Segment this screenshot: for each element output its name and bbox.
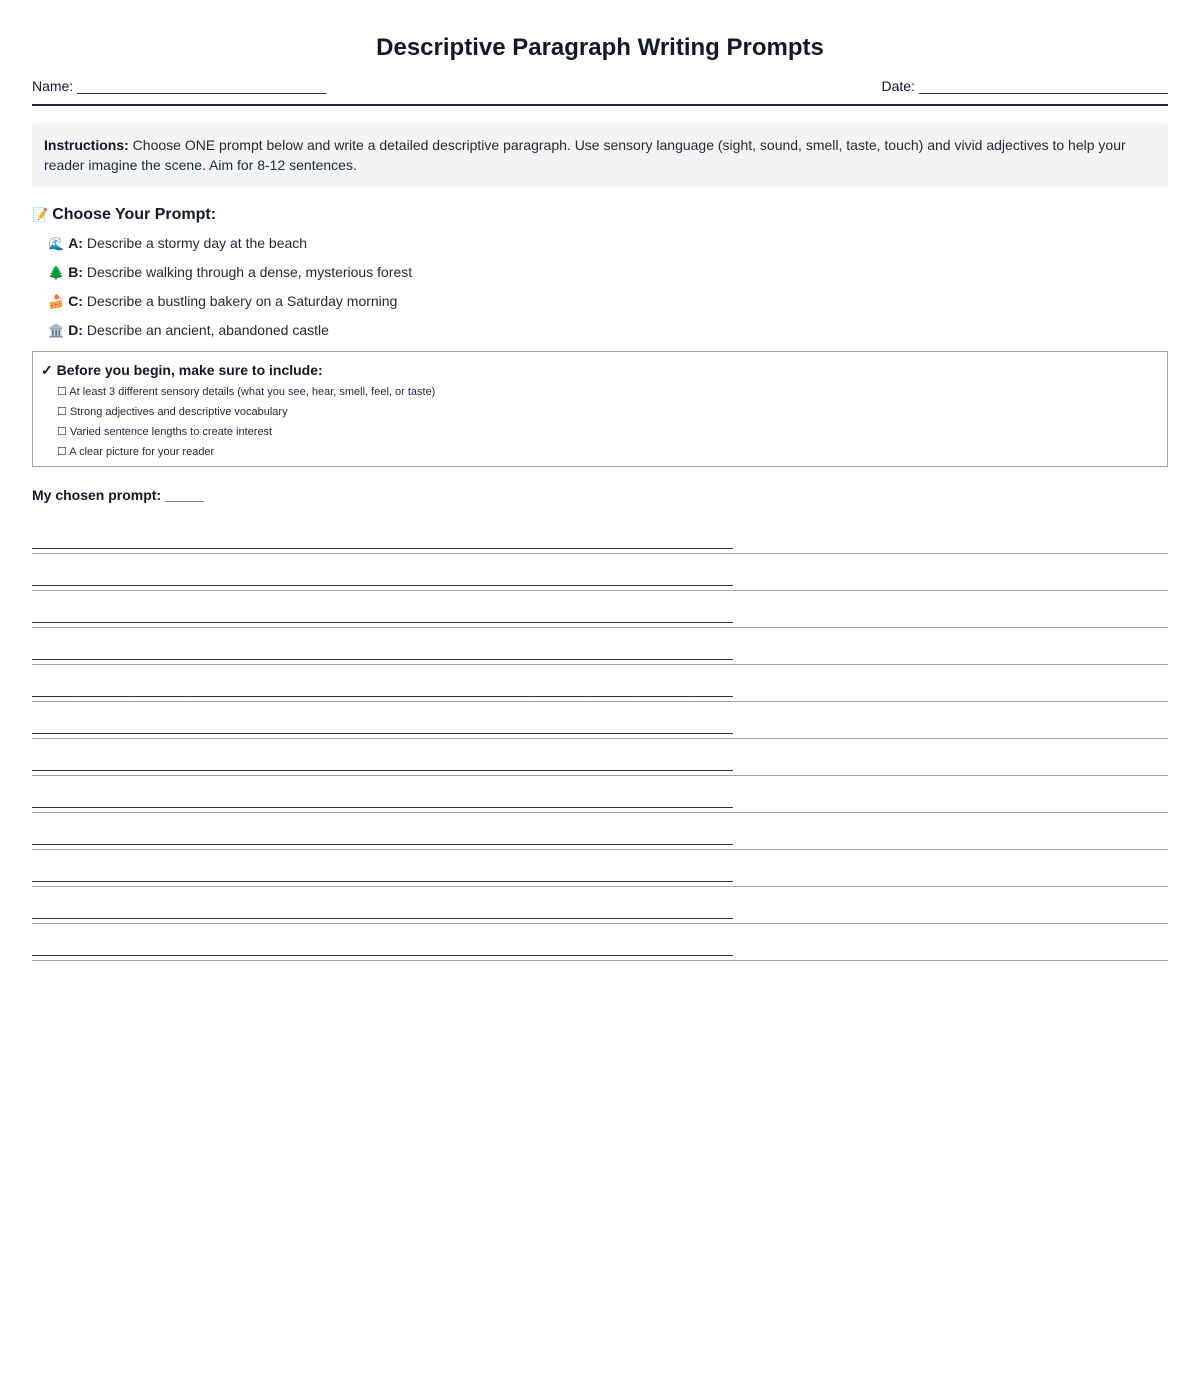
instructions-label: Instructions:	[44, 137, 129, 153]
prompt-text: Describe an ancient, abandoned castle	[82, 322, 329, 338]
checklist-item[interactable]: ☐ A clear picture for your reader	[57, 446, 215, 458]
name-field[interactable]: Name: ________________________________	[32, 78, 327, 94]
checklist-title: ✓ Before you begin, make sure to include:	[41, 362, 323, 378]
writing-area[interactable]	[32, 517, 1168, 961]
checklist-box	[32, 351, 1168, 467]
page-title: Descriptive Paragraph Writing Prompts	[376, 34, 824, 61]
date-field[interactable]: Date: ________________________________	[881, 78, 1168, 94]
writing-line[interactable]: __________________________________________________________________________________________	[32, 517, 1168, 554]
prompt-item-c	[48, 291, 1168, 312]
prompt-text: Describe a stormy day at the beach	[82, 235, 308, 251]
prompt-letter: B:	[68, 264, 83, 280]
writing-line[interactable]: __________________________________________________________________________________________	[32, 850, 1168, 887]
checklist-item[interactable]: ☐ Strong adjectives and descriptive vocabulary	[57, 406, 288, 418]
writing-line[interactable]: __________________________________________________________________________________________	[32, 813, 1168, 850]
wave-icon: 🌊	[48, 236, 65, 251]
prompt-letter: A:	[68, 235, 83, 251]
checklist-items	[57, 382, 1159, 462]
chosen-prompt-field[interactable]: My chosen prompt: _____	[32, 487, 204, 503]
writing-line[interactable]: __________________________________________________________________________________________	[32, 887, 1168, 924]
prompt-letter: C:	[68, 293, 83, 309]
writing-line[interactable]: __________________________________________________________________________________________	[32, 702, 1168, 739]
prompts-title-text: Choose Your Prompt:	[52, 206, 217, 223]
prompts-section-title	[32, 205, 1168, 225]
prompt-item-a	[48, 233, 1168, 254]
checklist-item[interactable]: ☐ Varied sentence lengths to create interest	[57, 426, 273, 438]
prompt-item-d	[48, 320, 1168, 341]
prompt-item-b	[48, 262, 1168, 283]
checklist-item[interactable]: ☐ At least 3 different sensory details (what you see, hear, smell, feel, or taste)	[57, 386, 436, 398]
header-row	[32, 76, 1168, 106]
writing-line[interactable]: __________________________________________________________________________________________	[32, 739, 1168, 776]
memo-icon: 📝	[32, 207, 49, 222]
writing-line[interactable]: __________________________________________________________________________________________	[32, 591, 1168, 628]
classical-building-icon: 🏛️	[48, 323, 65, 338]
cake-icon: 🍰	[48, 294, 65, 309]
writing-line[interactable]: __________________________________________________________________________________________	[32, 628, 1168, 665]
prompt-letter: D:	[68, 322, 83, 338]
writing-line[interactable]: __________________________________________________________________________________________	[32, 554, 1168, 591]
prompt-text: Describe a bustling bakery on a Saturday morning	[82, 293, 398, 309]
writing-line[interactable]: __________________________________________________________________________________________	[32, 924, 1168, 961]
prompt-text: Describe walking through a dense, mysterious forest	[82, 264, 413, 280]
prompt-list	[48, 233, 1168, 341]
writing-line[interactable]: __________________________________________________________________________________________	[32, 776, 1168, 813]
instructions-text: Choose ONE prompt below and write a detailed descriptive paragraph. Use sensory language (sight, sound, smell, taste, touch) and vivid adjectives to help your reader imagine the scene. Aim for 8-12 sentences.	[44, 137, 1126, 173]
writing-line[interactable]: __________________________________________________________________________________________	[32, 665, 1168, 702]
tree-icon: 🌲	[48, 265, 65, 280]
instructions-box	[32, 123, 1168, 187]
